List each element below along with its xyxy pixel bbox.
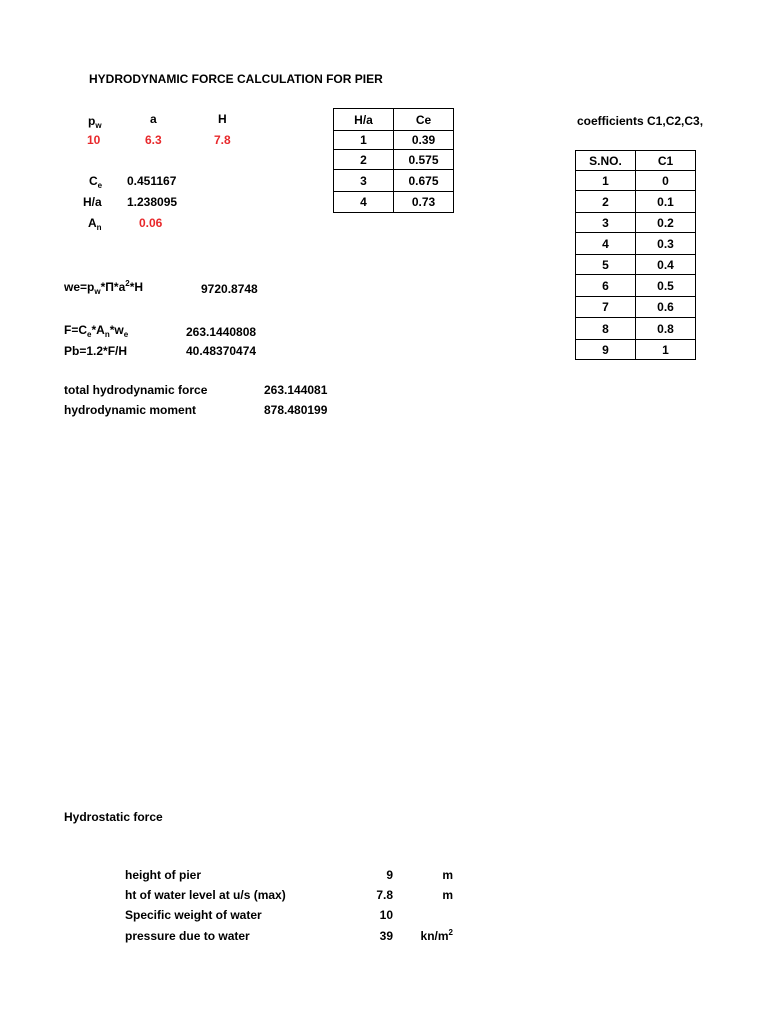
ha-label: H/a	[83, 195, 102, 209]
c1-table-cell: 0	[636, 171, 696, 191]
hydrostatic-unit: $kn/m^2$	[420, 928, 453, 943]
ce-value: 0.451167	[127, 174, 177, 188]
a-value: 6.3	[145, 133, 162, 147]
pb-formula: Pb=1.2*F/H	[64, 344, 128, 358]
total-force-label: total hydrodynamic force	[64, 383, 208, 397]
c1-table-cell: 0.4	[636, 255, 696, 275]
c1-table-cell: 0.1	[636, 191, 696, 213]
c1-table-cell: 7	[576, 297, 636, 318]
c1-table-cell: 3	[576, 213, 636, 233]
ce-table-cell: 0.675	[394, 170, 454, 192]
c1-table-cell: 2	[576, 191, 636, 213]
hydrostatic-label: Specific weight of water	[125, 908, 262, 922]
h-label: H	[218, 112, 227, 126]
moment-label: hydrodynamic moment	[64, 403, 197, 417]
c1-table-cell: 6	[576, 275, 636, 297]
c1-table-header: S.NO.	[576, 151, 636, 171]
an-value: 0.06	[139, 216, 163, 230]
ce-table-cell: 1	[334, 131, 394, 150]
ce-table-cell: 4	[334, 192, 394, 213]
c1-table-cell: 0.2	[636, 213, 696, 233]
c1-table-cell: 0.8	[636, 318, 696, 340]
ce-label: $C_e$	[89, 174, 103, 190]
pw-label: $p_w$	[88, 114, 102, 130]
hydrostatic-unit: m	[442, 868, 453, 882]
ce-table-cell: 0.73	[394, 192, 454, 213]
hydrostatic-value: 10	[379, 908, 393, 922]
ha-value: 1.238095	[127, 195, 178, 209]
c1-table-cell: 0.5	[636, 275, 696, 297]
f-formula: $F=C_e*A_n*w_e$	[64, 323, 129, 339]
hydrostatic-value: 7.8	[376, 888, 393, 902]
hydrostatic-value: 9	[386, 868, 393, 882]
ce-table-cell: 2	[334, 150, 394, 170]
ce-table-cell: 0.39	[394, 131, 454, 150]
c1-table	[575, 150, 696, 360]
c1-table-cell: 1	[576, 171, 636, 191]
moment-value: 878.480199	[264, 403, 328, 417]
hydrostatic-label: pressure due to water	[125, 929, 250, 943]
pb-value: 40.48370474	[186, 344, 257, 358]
a-label: a	[150, 112, 157, 126]
ce-table-header: Ce	[394, 109, 454, 131]
hydrostatic-unit: m	[442, 888, 453, 902]
coefficients-title: coefficients C1,C2,C3,	[577, 114, 704, 128]
total-force-value: 263.144081	[264, 383, 328, 397]
c1-table-cell: 5	[576, 255, 636, 275]
we-value: 9720.8748	[201, 282, 258, 296]
ce-table-cell: 3	[334, 170, 394, 192]
c1-table-cell: 9	[576, 340, 636, 360]
c1-table-cell: 0.3	[636, 233, 696, 255]
ce-table-header: H/a	[334, 109, 394, 131]
hydrostatic-title: Hydrostatic force	[64, 810, 163, 824]
ce-table-cell: 0.575	[394, 150, 454, 170]
c1-table-cell: 0.6	[636, 297, 696, 318]
pw-value: 10	[87, 133, 101, 147]
c1-table-header: C1	[636, 151, 696, 171]
an-label: $A_n$	[88, 216, 102, 232]
ce-table	[333, 108, 454, 213]
page-title: HYDRODYNAMIC FORCE CALCULATION FOR PIER	[89, 72, 383, 86]
h-value: 7.8	[214, 133, 231, 147]
f-value: 263.1440808	[186, 325, 257, 339]
hydrostatic-value: 39	[379, 929, 393, 943]
hydrostatic-label: ht of water level at u/s (max)	[125, 888, 286, 902]
c1-table-cell: 4	[576, 233, 636, 255]
c1-table-cell: 8	[576, 318, 636, 340]
hydrostatic-label: height of pier	[125, 868, 201, 882]
we-formula: $we=p_w*\Pi*a^2*H$	[64, 279, 144, 296]
c1-table-cell: 1	[636, 340, 696, 360]
